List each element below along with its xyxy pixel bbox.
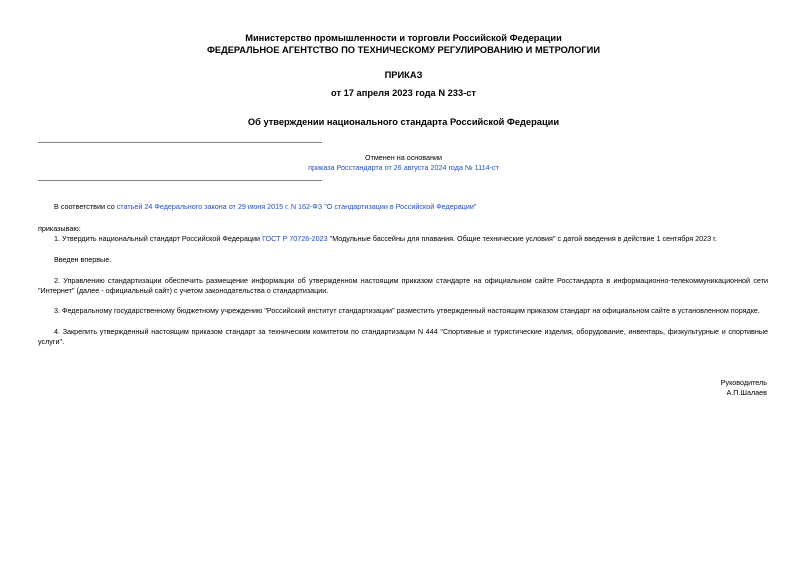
item-1-text: 1. Утвердить национальный стандарт Российской Федерации (54, 234, 263, 243)
document-subject: Об утверждении национального стандарта Российской Федерации (247, 117, 560, 127)
preamble-paragraph (38, 202, 768, 212)
agency-name: ФЕДЕРАЛЬНОЕ АГЕНТСТВО ПО ТЕХНИЧЕСКОМУ РЕГУЛИРОВАНИЮ И МЕТРОЛОГИИ (206, 45, 601, 55)
top-divider (38, 142, 322, 143)
item-1-paragraph (38, 234, 768, 244)
cancel-note (0, 153, 807, 173)
bottom-divider (38, 180, 322, 181)
orders-word: приказываю: (38, 224, 81, 233)
document-type: ПРИКАЗ (384, 70, 423, 80)
document-date-number: от 17 апреля 2023 года N 233-ст (331, 88, 476, 98)
cancel-order-link[interactable]: приказа Росстандарта от 26 августа 2024 года № 1114-ст (308, 163, 499, 172)
ministry-name: Министерство промышленности и торговли Российской Федерации (245, 33, 562, 43)
cancel-note-text: Отменен на основании (364, 153, 442, 162)
signature-block (721, 378, 767, 398)
federal-law-link[interactable]: статьей 24 Федерального закона от 29 июня 2015 г. N 162-ФЗ "О стандартизации в Российской Федерации" (116, 202, 477, 211)
preamble-text: В соответствии со (54, 202, 117, 211)
introduced-note: Введен впервые. (54, 255, 112, 264)
item-1-suffix: "Модульные бассейны для плавания. Общие технические условия" с датой введения в действие 1 сентября 2023 г. (327, 234, 717, 243)
item-3-paragraph: 3. Федеральному государственному бюджетному учреждению "Российский институт стандартизации" разместить утвержденный настоящим приказом стандарт на официальном сайте в установленном порядке. (54, 306, 760, 315)
item-4-paragraph: 4. Закрепить утвержденный настоящим приказом стандарт за техническим комитетом по стандартизации N 444 "Спортивные и туристические изделия, оборудование, инвентарь, физкультурные и спортивные услуги". (38, 327, 768, 346)
gost-standard-link[interactable]: ГОСТ Р 70726-2023 (262, 234, 328, 243)
signatory-title: Руководитель (720, 378, 767, 387)
signatory-name: А.П.Шалаев (726, 388, 767, 397)
document-header (0, 32, 807, 56)
item-2-paragraph: 2. Управлению стандартизации обеспечить размещение информации об утвержденном настоящим приказом стандарте на официальном сайте Росстандарта в информационно-телекоммуникационной сети "Интернет" (далее - официальный сайт) с учетом законодательства о стандартизации. (38, 276, 768, 295)
